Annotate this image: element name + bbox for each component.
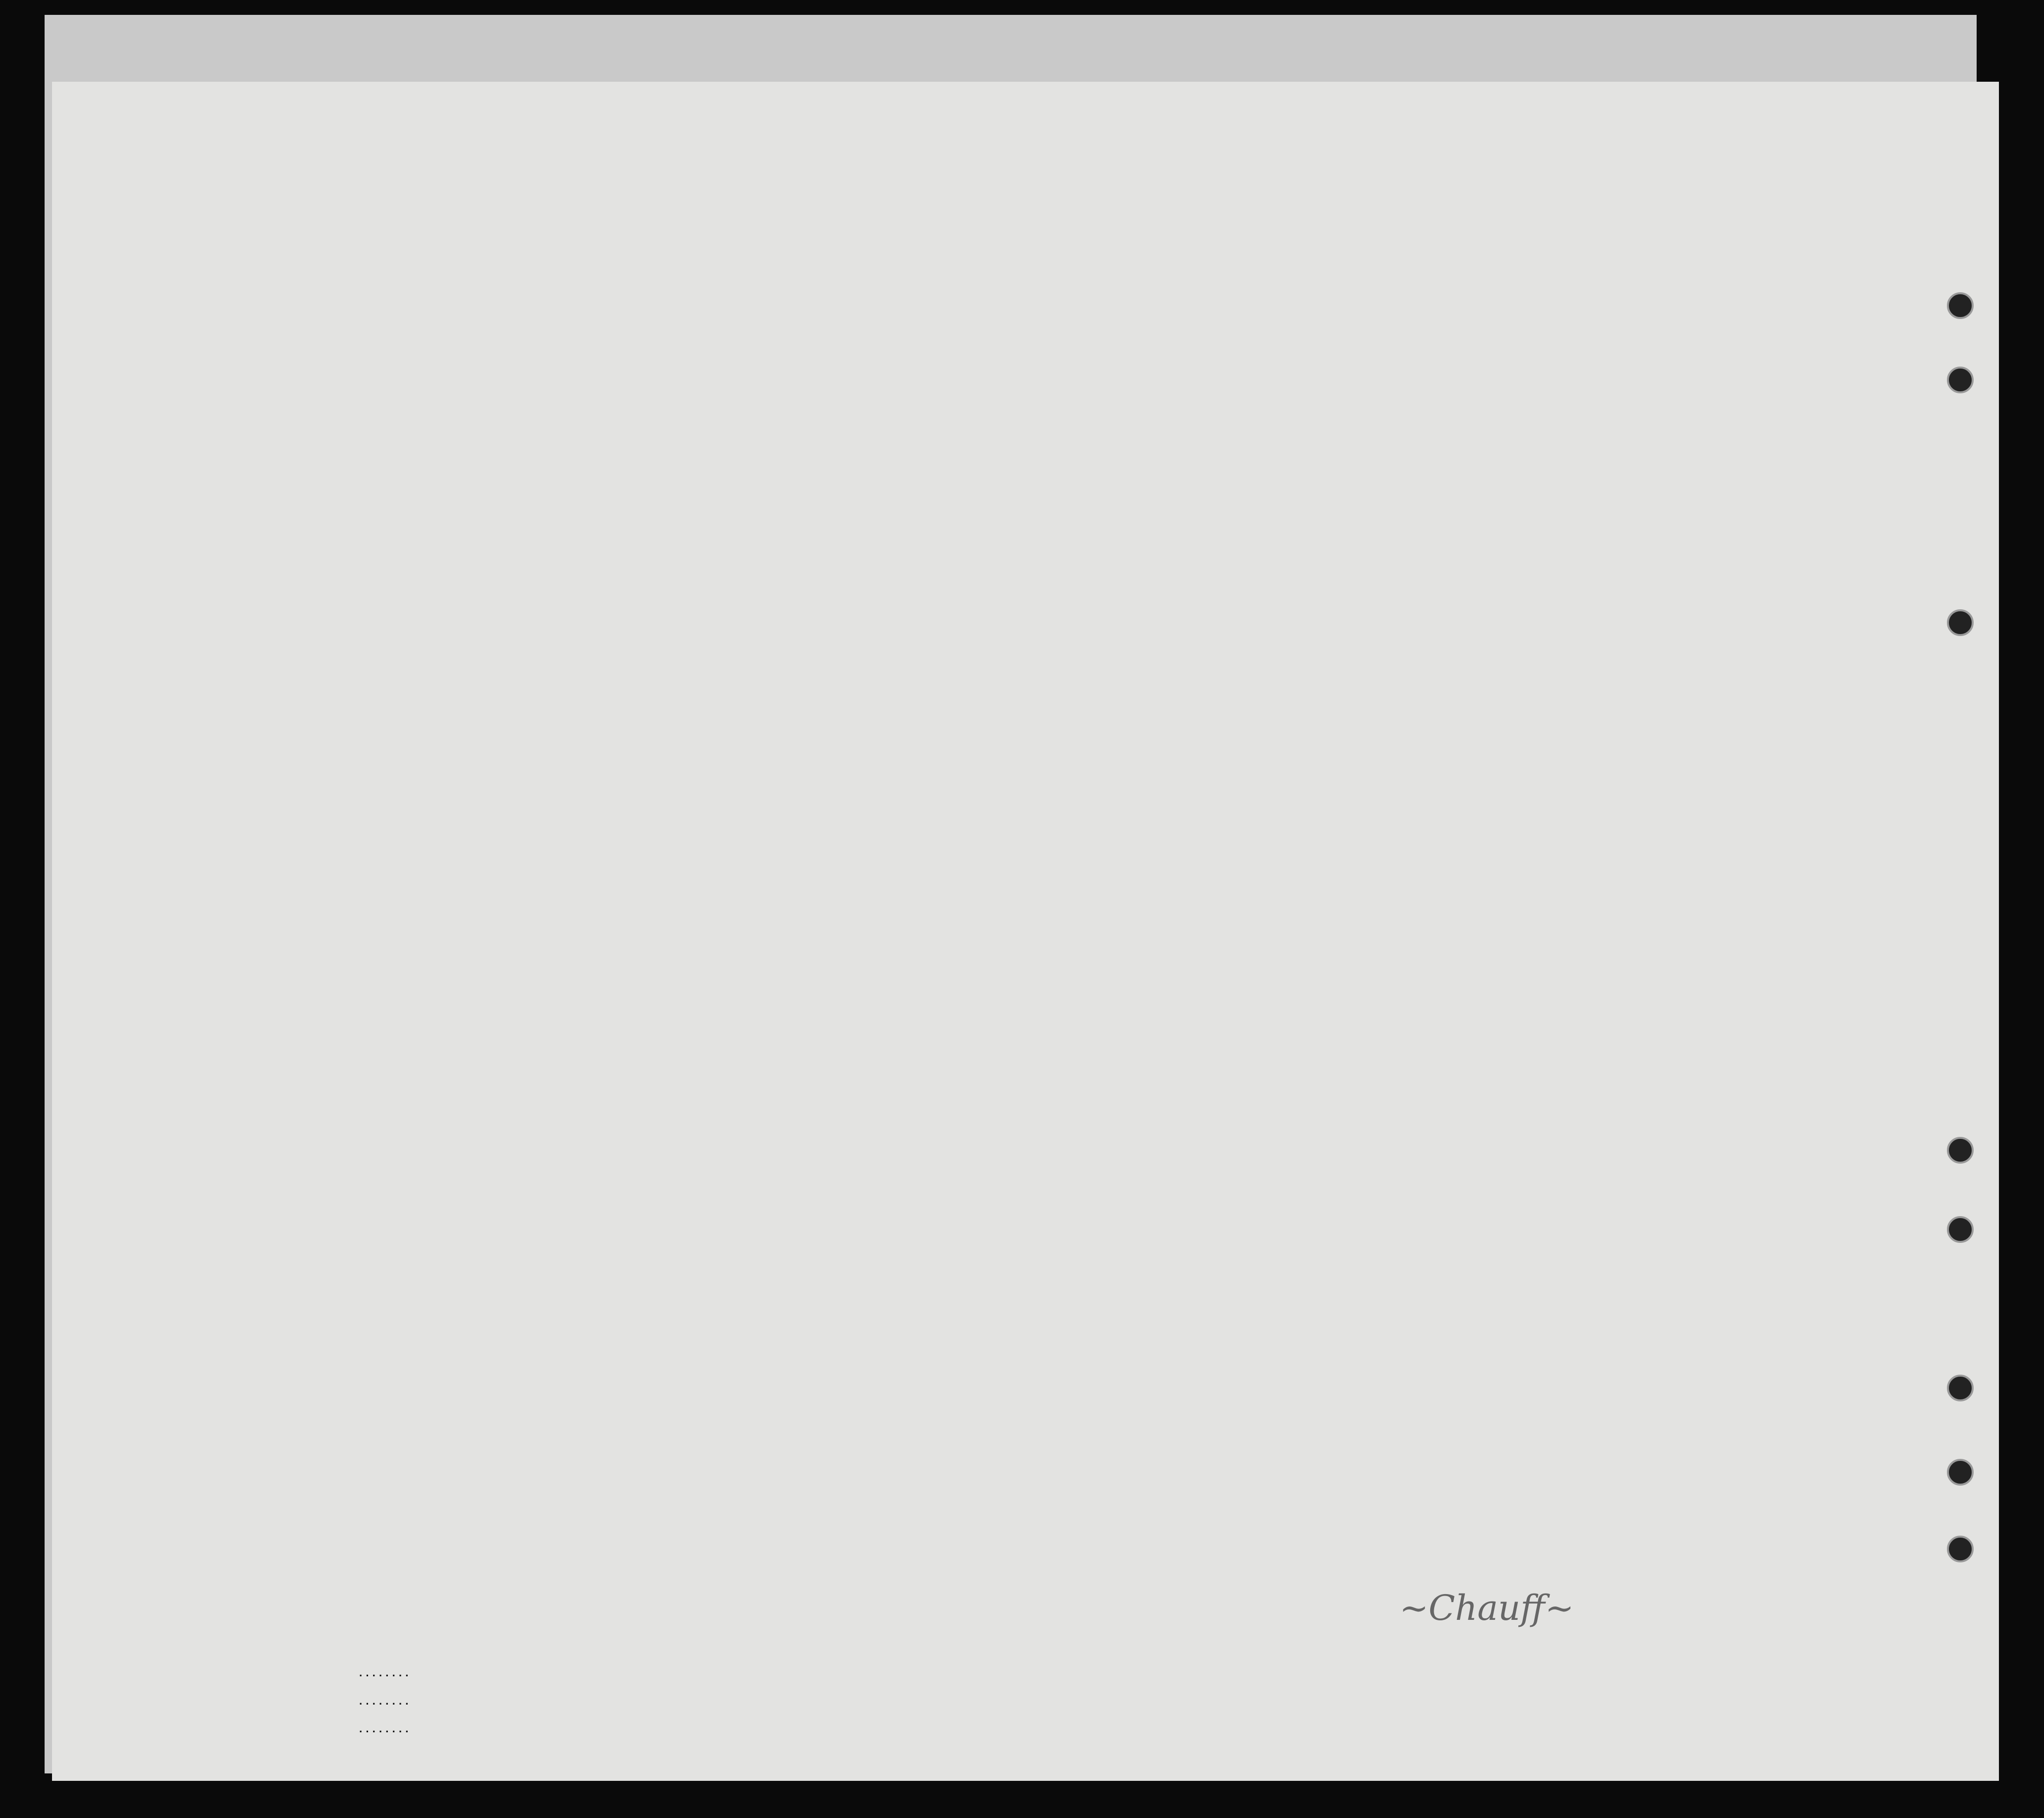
total-leader: ········ [359, 1669, 412, 1682]
binder-hole [1947, 609, 1974, 636]
binder-hole [1947, 1216, 1974, 1243]
binder-hole [1947, 1536, 1974, 1562]
citizens-leader: ········ [359, 1698, 412, 1710]
binder-hole [1947, 1459, 1974, 1486]
binder-hole [1947, 1375, 1974, 1401]
table-grid [52, 82, 1999, 1781]
binder-hole [1947, 1137, 1974, 1164]
purser-signature: ~Chauff~ [1399, 1588, 1574, 1628]
aliens-leader: ········ [359, 1725, 412, 1738]
binder-hole [1947, 367, 1974, 393]
binder-hole [1947, 292, 1974, 319]
manifest-sheet [52, 82, 1999, 1781]
